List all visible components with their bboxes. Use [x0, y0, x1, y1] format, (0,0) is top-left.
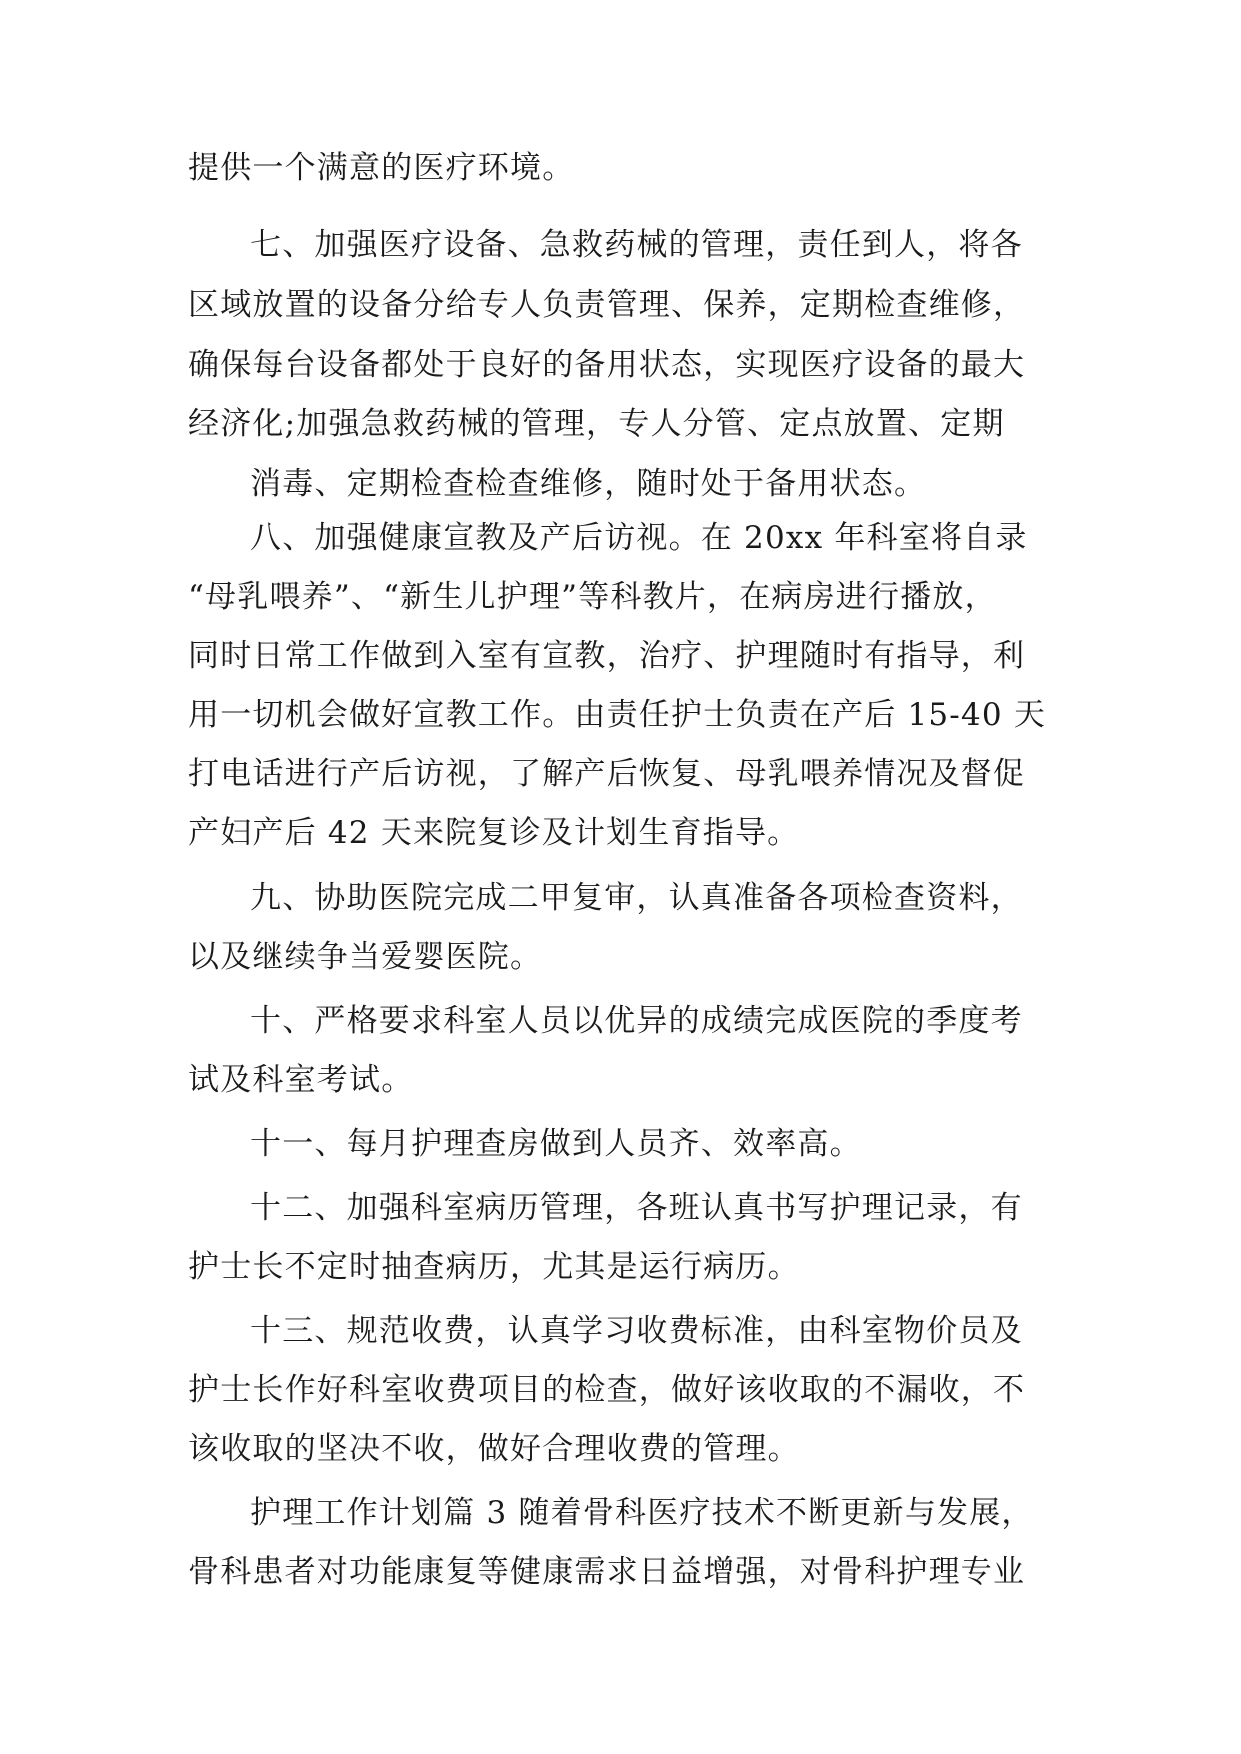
text-line: 七、加强医疗设备、急救药械的管理，责任到人，将各 — [250, 227, 1023, 263]
text-line: 用一切机会做好宣教工作。由责任护士负责在产后 15-40 天 — [188, 697, 1047, 733]
text-line: 护士长作好科室收费项目的检查，做好该收取的不漏收，不 — [188, 1372, 1026, 1408]
text-line: “母乳喂养”、“新生儿护理”等科教片，在病房进行播放， — [188, 579, 997, 615]
text-line: 十一、每月护理查房做到人员齐、效率高。 — [250, 1126, 862, 1162]
text-line: 护士长不定时抽查病历，尤其是运行病历。 — [188, 1249, 800, 1285]
text-line: 产妇产后 42 天来院复诊及计划生育指导。 — [188, 815, 800, 851]
text-line: 消毒、定期检查检查维修，随时处于备用状态。 — [250, 466, 927, 502]
text-line: 十三、规范收费，认真学习收费标准，由科室物价员及 — [250, 1313, 1023, 1349]
text-line: 骨科患者对功能康复等健康需求日益增强，对骨科护理专业 — [188, 1554, 1026, 1590]
text-line: 同时日常工作做到入室有宣教，治疗、护理随时有指导，利 — [188, 638, 1026, 674]
text-line: 提供一个满意的医疗环境。 — [188, 150, 575, 186]
text-line: 该收取的坚决不收，做好合理收费的管理。 — [188, 1431, 800, 1467]
text-line: 九、协助医院完成二甲复审，认真准备各项检查资料， — [250, 880, 1023, 916]
text-line: 经济化;加强急救药械的管理，专人分管、定点放置、定期 — [188, 406, 1005, 442]
text-line: 十二、加强科室病历管理，各班认真书写护理记录，有 — [250, 1190, 1023, 1226]
text-line: 试及科室考试。 — [188, 1062, 414, 1098]
text-line: 以及继续争当爱婴医院。 — [188, 939, 543, 975]
text-line: 确保每台设备都处于良好的备用状态，实现医疗设备的最大 — [188, 347, 1026, 383]
text-line: 八、加强健康宣教及产后访视。在 20xx 年科室将自录 — [250, 520, 1028, 556]
text-line: 护理工作计划篇 3 随着骨科医疗技术不断更新与发展， — [250, 1495, 1034, 1531]
text-line: 十、严格要求科室人员以优异的成绩完成医院的季度考 — [250, 1003, 1023, 1039]
text-line: 打电话进行产后访视，了解产后恢复、母乳喂养情况及督促 — [188, 756, 1026, 792]
text-line: 区域放置的设备分给专人负责管理、保养，定期检查维修， — [188, 287, 1026, 323]
